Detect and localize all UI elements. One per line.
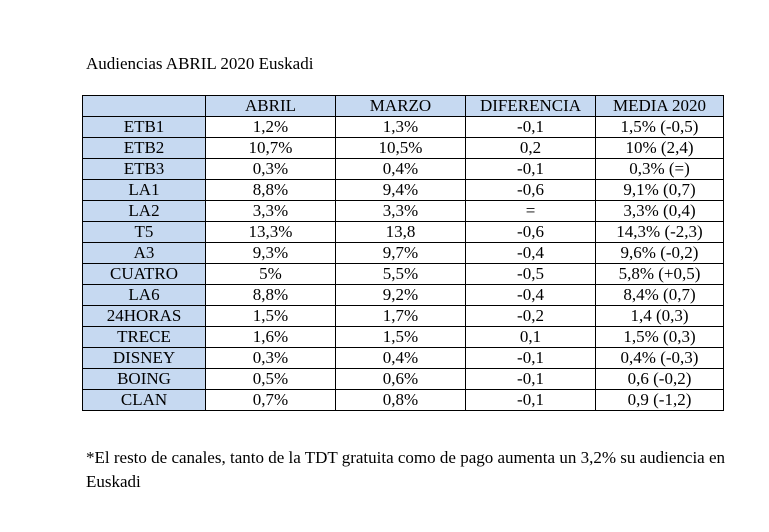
channel-cell: LA6 [83, 285, 206, 306]
marzo-cell: 5,5% [336, 264, 466, 285]
table-row [83, 390, 724, 411]
media-cell: 0,3% (=) [596, 159, 724, 180]
marzo-cell: 3,3% [336, 201, 466, 222]
channel-cell: CUATRO [83, 264, 206, 285]
media-cell: 5,8% (+0,5) [596, 264, 724, 285]
abril-cell: 8,8% [206, 285, 336, 306]
channel-cell: 24HORAS [83, 306, 206, 327]
diferencia-cell: -0,1 [466, 117, 596, 138]
media-cell: 9,1% (0,7) [596, 180, 724, 201]
channel-cell: DISNEY [83, 348, 206, 369]
diferencia-cell: -0,4 [466, 285, 596, 306]
abril-cell: 1,2% [206, 117, 336, 138]
table-row [83, 201, 724, 222]
media-cell: 9,6% (-0,2) [596, 243, 724, 264]
abril-cell: 10,7% [206, 138, 336, 159]
table-row [83, 138, 724, 159]
marzo-cell: 0,4% [336, 348, 466, 369]
header-abril: ABRIL [206, 96, 336, 117]
media-cell: 3,3% (0,4) [596, 201, 724, 222]
channel-cell: BOING [83, 369, 206, 390]
header-media-2020: MEDIA 2020 [596, 96, 724, 117]
diferencia-cell: -0,1 [466, 159, 596, 180]
header-marzo: MARZO [336, 96, 466, 117]
media-cell: 10% (2,4) [596, 138, 724, 159]
diferencia-cell: -0,1 [466, 369, 596, 390]
diferencia-cell: -0,1 [466, 390, 596, 411]
channel-cell: ETB1 [83, 117, 206, 138]
media-cell: 14,3% (-2,3) [596, 222, 724, 243]
media-cell: 8,4% (0,7) [596, 285, 724, 306]
abril-cell: 0,7% [206, 390, 336, 411]
table-row [83, 243, 724, 264]
channel-cell: T5 [83, 222, 206, 243]
abril-cell: 0,3% [206, 348, 336, 369]
media-cell: 0,6 (-0,2) [596, 369, 724, 390]
abril-cell: 5% [206, 264, 336, 285]
marzo-cell: 9,7% [336, 243, 466, 264]
diferencia-cell: = [466, 201, 596, 222]
channel-cell: ETB2 [83, 138, 206, 159]
marzo-cell: 1,3% [336, 117, 466, 138]
table-row [83, 222, 724, 243]
marzo-cell: 1,5% [336, 327, 466, 348]
header-diferencia: DIFERENCIA [466, 96, 596, 117]
diferencia-cell: -0,5 [466, 264, 596, 285]
diferencia-cell: 0,1 [466, 327, 596, 348]
marzo-cell: 0,6% [336, 369, 466, 390]
abril-cell: 9,3% [206, 243, 336, 264]
media-cell: 0,4% (-0,3) [596, 348, 724, 369]
abril-cell: 3,3% [206, 201, 336, 222]
table-row [83, 348, 724, 369]
table-row [83, 180, 724, 201]
marzo-cell: 13,8 [336, 222, 466, 243]
abril-cell: 13,3% [206, 222, 336, 243]
diferencia-cell: -0,1 [466, 348, 596, 369]
abril-cell: 0,3% [206, 159, 336, 180]
marzo-cell: 1,7% [336, 306, 466, 327]
table-row [83, 264, 724, 285]
diferencia-cell: -0,2 [466, 306, 596, 327]
table-row [83, 159, 724, 180]
media-cell: 1,5% (0,3) [596, 327, 724, 348]
marzo-cell: 9,2% [336, 285, 466, 306]
marzo-cell: 9,4% [336, 180, 466, 201]
channel-cell: TRECE [83, 327, 206, 348]
abril-cell: 8,8% [206, 180, 336, 201]
diferencia-cell: 0,2 [466, 138, 596, 159]
channel-cell: ETB3 [83, 159, 206, 180]
diferencia-cell: -0,4 [466, 243, 596, 264]
audience-table [82, 95, 724, 411]
table-row [83, 285, 724, 306]
channel-cell: A3 [83, 243, 206, 264]
diferencia-cell: -0,6 [466, 180, 596, 201]
media-cell: 1,4 (0,3) [596, 306, 724, 327]
diferencia-cell: -0,6 [466, 222, 596, 243]
table-row [83, 117, 724, 138]
channel-cell: LA2 [83, 201, 206, 222]
table-row [83, 306, 724, 327]
abril-cell: 0,5% [206, 369, 336, 390]
channel-cell: LA1 [83, 180, 206, 201]
abril-cell: 1,5% [206, 306, 336, 327]
marzo-cell: 0,4% [336, 159, 466, 180]
table-row [83, 369, 724, 390]
marzo-cell: 0,8% [336, 390, 466, 411]
table-header-row [83, 96, 724, 117]
media-cell: 1,5% (-0,5) [596, 117, 724, 138]
table-row [83, 327, 724, 348]
abril-cell: 1,6% [206, 327, 336, 348]
media-cell: 0,9 (-1,2) [596, 390, 724, 411]
footnote: *El resto de canales, tanto de la TDT gratuita como de pago aumenta un 3,2% su audiencia en Euskadi [86, 448, 726, 491]
marzo-cell: 10,5% [336, 138, 466, 159]
channel-cell: CLAN [83, 390, 206, 411]
header-channel [83, 96, 206, 117]
page-title: Audiencias ABRIL 2020 Euskadi [86, 54, 314, 73]
